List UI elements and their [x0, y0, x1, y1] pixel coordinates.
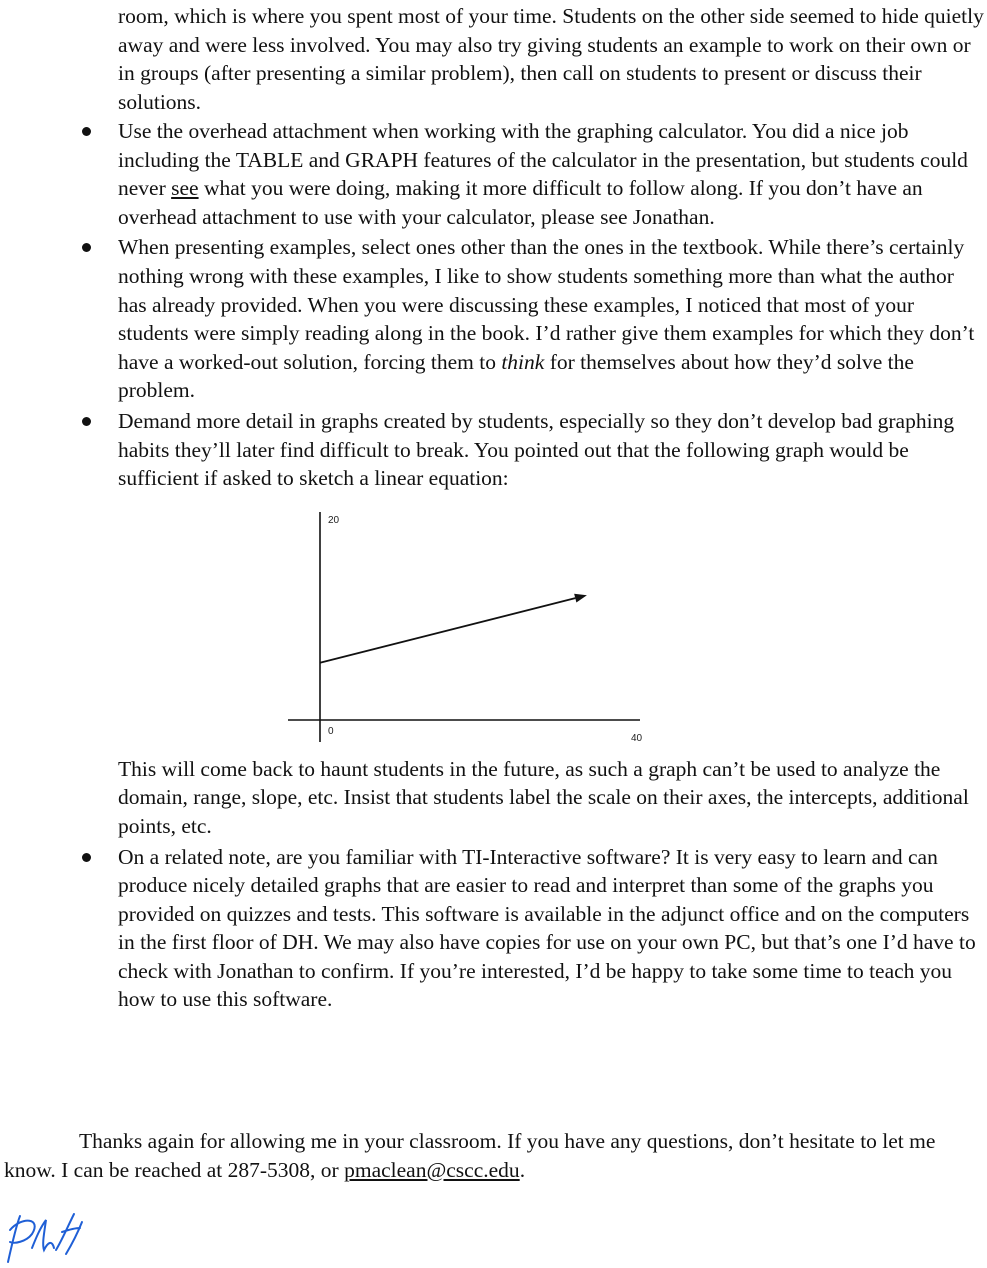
bullet-text: Demand more detail in graphs created by students, especially so they don’t develop bad graphing habits they’ll later find difficult to break. You pointed out that the following graph would be sufficient if asked to sketch a linear equation:	[118, 408, 955, 491]
bullet-dot-icon	[82, 853, 91, 862]
bullet-text: On a related note, are you familiar with TI-Interactive software? It is very easy to learn and can produce nicely detailed graphs that are easier to read and interpret than some of the graphs you provided on quizzes and tests. This software is available in the adjunct office and on the computers in the first floor of DH. We may also have copies for use on your own PC, but that’s one I’d have to check with Jonathan to confirm. If you’re interested, I’d be happy to take some time to teach you how to use this software.	[118, 844, 976, 1012]
bullet-graph-detail	[0, 407, 987, 841]
bullet-followup-text: This will come back to haunt students in the future, as such a graph can’t be used to analyze the domain, range, slope, etc. Insist that students label the scale on their axes, the intercepts, additional points, etc.	[118, 756, 969, 838]
sample-graph	[118, 493, 979, 755]
intro-paragraph: room, which is where you spent most of your time. Students on the other side seemed to hide quietly away and were less involved. You may also try giving students an example to work on their own or in groups (after presenting a similar problem), then call on students to present or discuss their solutions.	[118, 4, 984, 114]
bullet-dot-icon	[82, 127, 91, 136]
origin-label: 0	[328, 725, 334, 737]
bullet-text: Use the overhead attachment when working with the graphing calculator. You did a nice job including the TABLE and GRAPH features of the calculator in the presentation, but students could never see what you were doing, making it more difficult to follow along. If you don’t have an overhead attachment to use with your calculator, please see Jonathan.	[118, 119, 968, 229]
bullet-text: When presenting examples, select ones other than the ones in the textbook. While there’s certainly nothing wrong with these examples, I like to show students something more than what the author has already provided. When you were discussing these examples, I noticed that most of your students were simply reading along in the book. I’d rather give them examples for which they don’t have a worked-out solution, forcing them to think for themselves about how they’d solve the problem.	[118, 235, 975, 403]
arrow-head-icon	[574, 594, 587, 603]
bullet-dot-icon	[82, 417, 91, 426]
linear-equation-line	[320, 598, 575, 663]
bullet-dot-icon	[82, 243, 91, 252]
graph-figure	[288, 506, 688, 756]
bullet-overhead	[0, 117, 987, 231]
bullet-ti-interactive	[0, 843, 987, 1015]
signature-icon	[2, 1204, 92, 1268]
italic-word: think	[501, 349, 545, 374]
email-link[interactable]: pmaclean@cscc.edu	[344, 1157, 520, 1182]
y-tick-label: 20	[328, 514, 340, 526]
feedback-list	[0, 117, 987, 1014]
x-tick-label: 40	[631, 732, 643, 744]
bullet-examples	[0, 233, 987, 405]
closing-paragraph: Thanks again for allowing me in your classroom. If you have any questions, don’t hesitate to let me know. I can be reached at 287-5308, or pmaclean@cscc.edu.	[4, 1129, 936, 1182]
underlined-word: see	[171, 176, 199, 201]
